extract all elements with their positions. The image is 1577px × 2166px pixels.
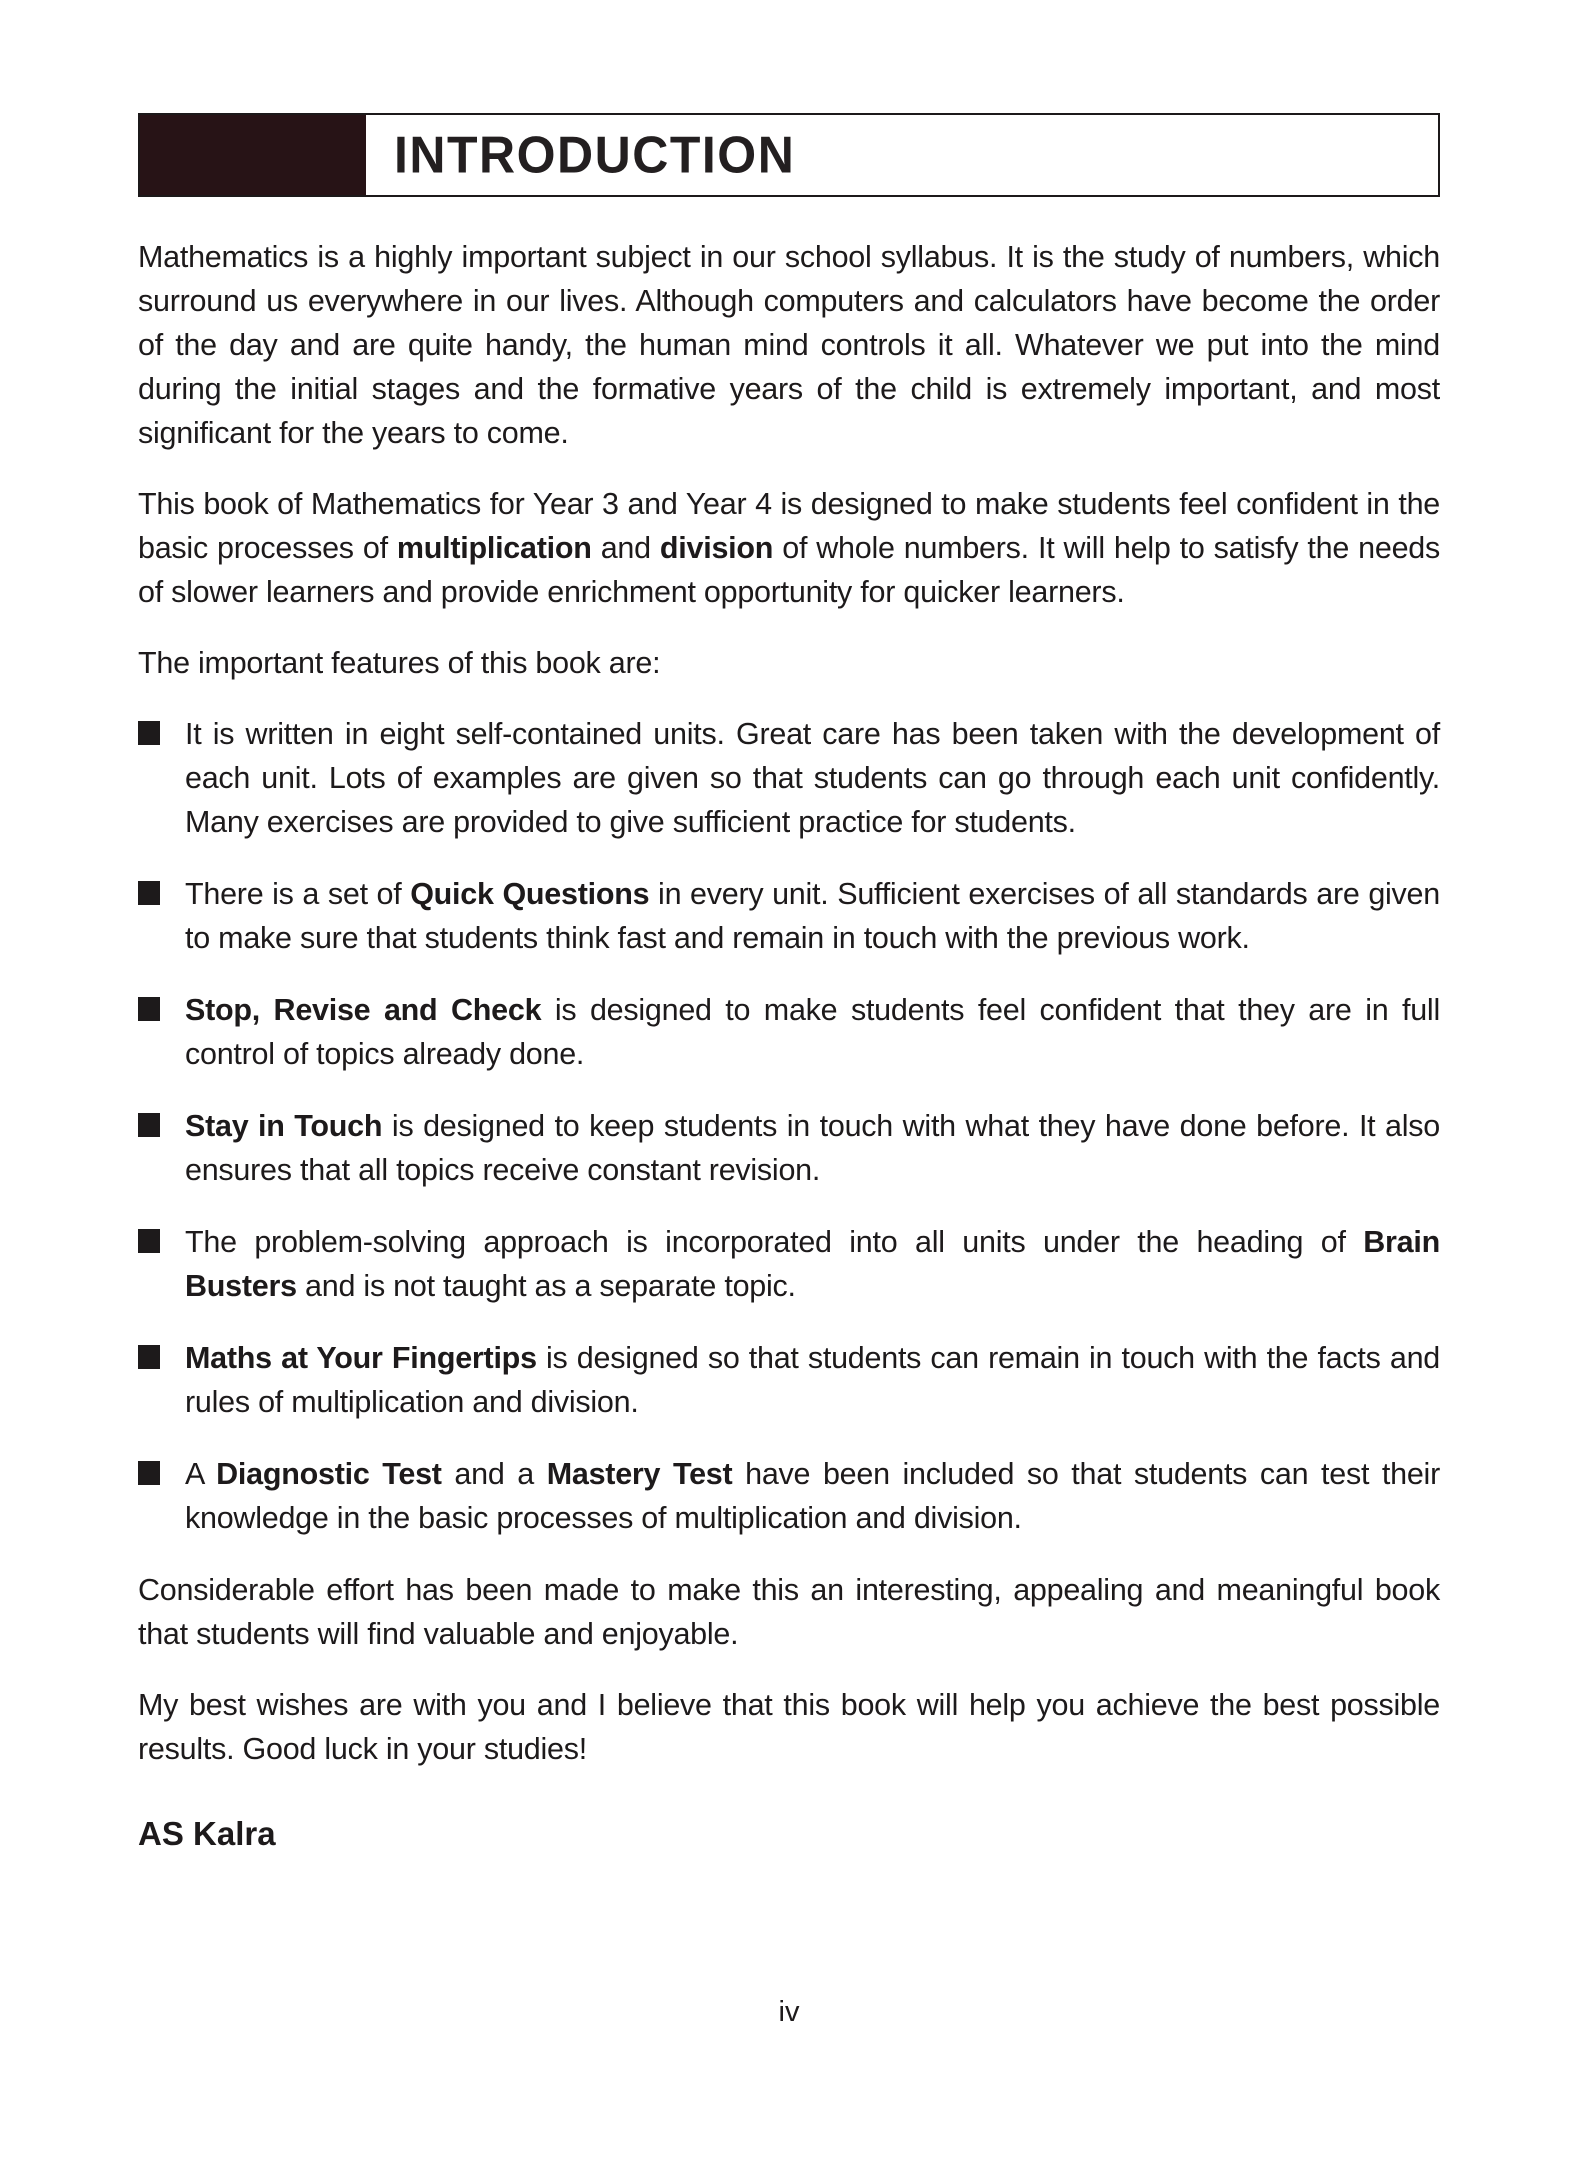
author-signature: AS Kalra bbox=[138, 1815, 276, 1852]
bullet-text: It is written in eight self-contained units. Great care has been taken with the development of each unit. Lots of examples are given so that students can go through each unit confidently. Many exercises are provided to give sufficient practice for students. bbox=[185, 717, 1440, 839]
bullet-item bbox=[138, 1220, 1440, 1308]
bullet-square-icon bbox=[138, 881, 160, 905]
paragraph: This book of Mathematics for Year 3 and Year 4 is designed to make students feel confident in the basic processes of multiplication and division of whole numbers. It will help to satisfy the needs of slower learners and provide enrichment opportunity for quicker learners. bbox=[138, 487, 1441, 609]
paragraph: The important features of this book are: bbox=[138, 646, 661, 680]
paragraph: Considerable effort has been made to make this an interesting, appealing and meaningful book that students will find valuable and enjoyable. bbox=[138, 1573, 1440, 1651]
page-title: INTRODUCTION bbox=[394, 125, 796, 185]
bullet-text: Maths at Your Fingertips is designed so that students can remain in touch with the facts and rules of multiplication and division. bbox=[185, 1341, 1440, 1419]
bullet-text: Stop, Revise and Check is designed to make students feel confident that they are in full control of topics already done. bbox=[185, 993, 1440, 1071]
bullet-square-icon bbox=[138, 1461, 160, 1485]
bullet-square-icon bbox=[138, 1345, 160, 1369]
paragraph: Mathematics is a highly important subject in our school syllabus. It is the study of numbers, which surround us everywhere in our lives. Although computers and calculators have become the order of the day and are quite handy, the human mind controls it all. Whatever we put into the mind during the initial stages and the formative years of the child is extremely important, and most significant for the years to come. bbox=[138, 240, 1440, 450]
bullet-text: There is a set of Quick Questions in every unit. Sufficient exercises of all standards are given to make sure that students think fast and remain in touch with the previous work. bbox=[185, 877, 1440, 955]
bullet-item bbox=[138, 872, 1440, 960]
bullet-text: Stay in Touch is designed to keep students in touch with what they have done before. It also ensures that all topics receive constant revision. bbox=[185, 1109, 1440, 1187]
bullet-square-icon bbox=[138, 721, 160, 745]
bullet-item bbox=[138, 712, 1440, 844]
bullet-item bbox=[138, 988, 1440, 1076]
bullet-square-icon bbox=[138, 1229, 160, 1253]
page-number: iv bbox=[778, 1996, 800, 2028]
bullet-item bbox=[138, 1104, 1440, 1192]
bullet-text: A Diagnostic Test and a Mastery Test have been included so that students can test their knowledge in the basic processes of multiplication and division. bbox=[185, 1457, 1440, 1535]
bullet-text: The problem-solving approach is incorporated into all units under the heading of Brain Busters and is not taught as a separate topic. bbox=[185, 1225, 1440, 1303]
content-blocks bbox=[138, 235, 1440, 1771]
paragraph: My best wishes are with you and I believe that this book will help you achieve the best possible results. Good luck in your studies! bbox=[138, 1688, 1440, 1766]
section-header bbox=[138, 113, 1440, 197]
bullet-square-icon bbox=[138, 1113, 160, 1137]
bullet-item bbox=[138, 1452, 1440, 1540]
header-accent-block bbox=[140, 115, 366, 195]
bullet-square-icon bbox=[138, 997, 160, 1021]
bullet-item bbox=[138, 1336, 1440, 1424]
